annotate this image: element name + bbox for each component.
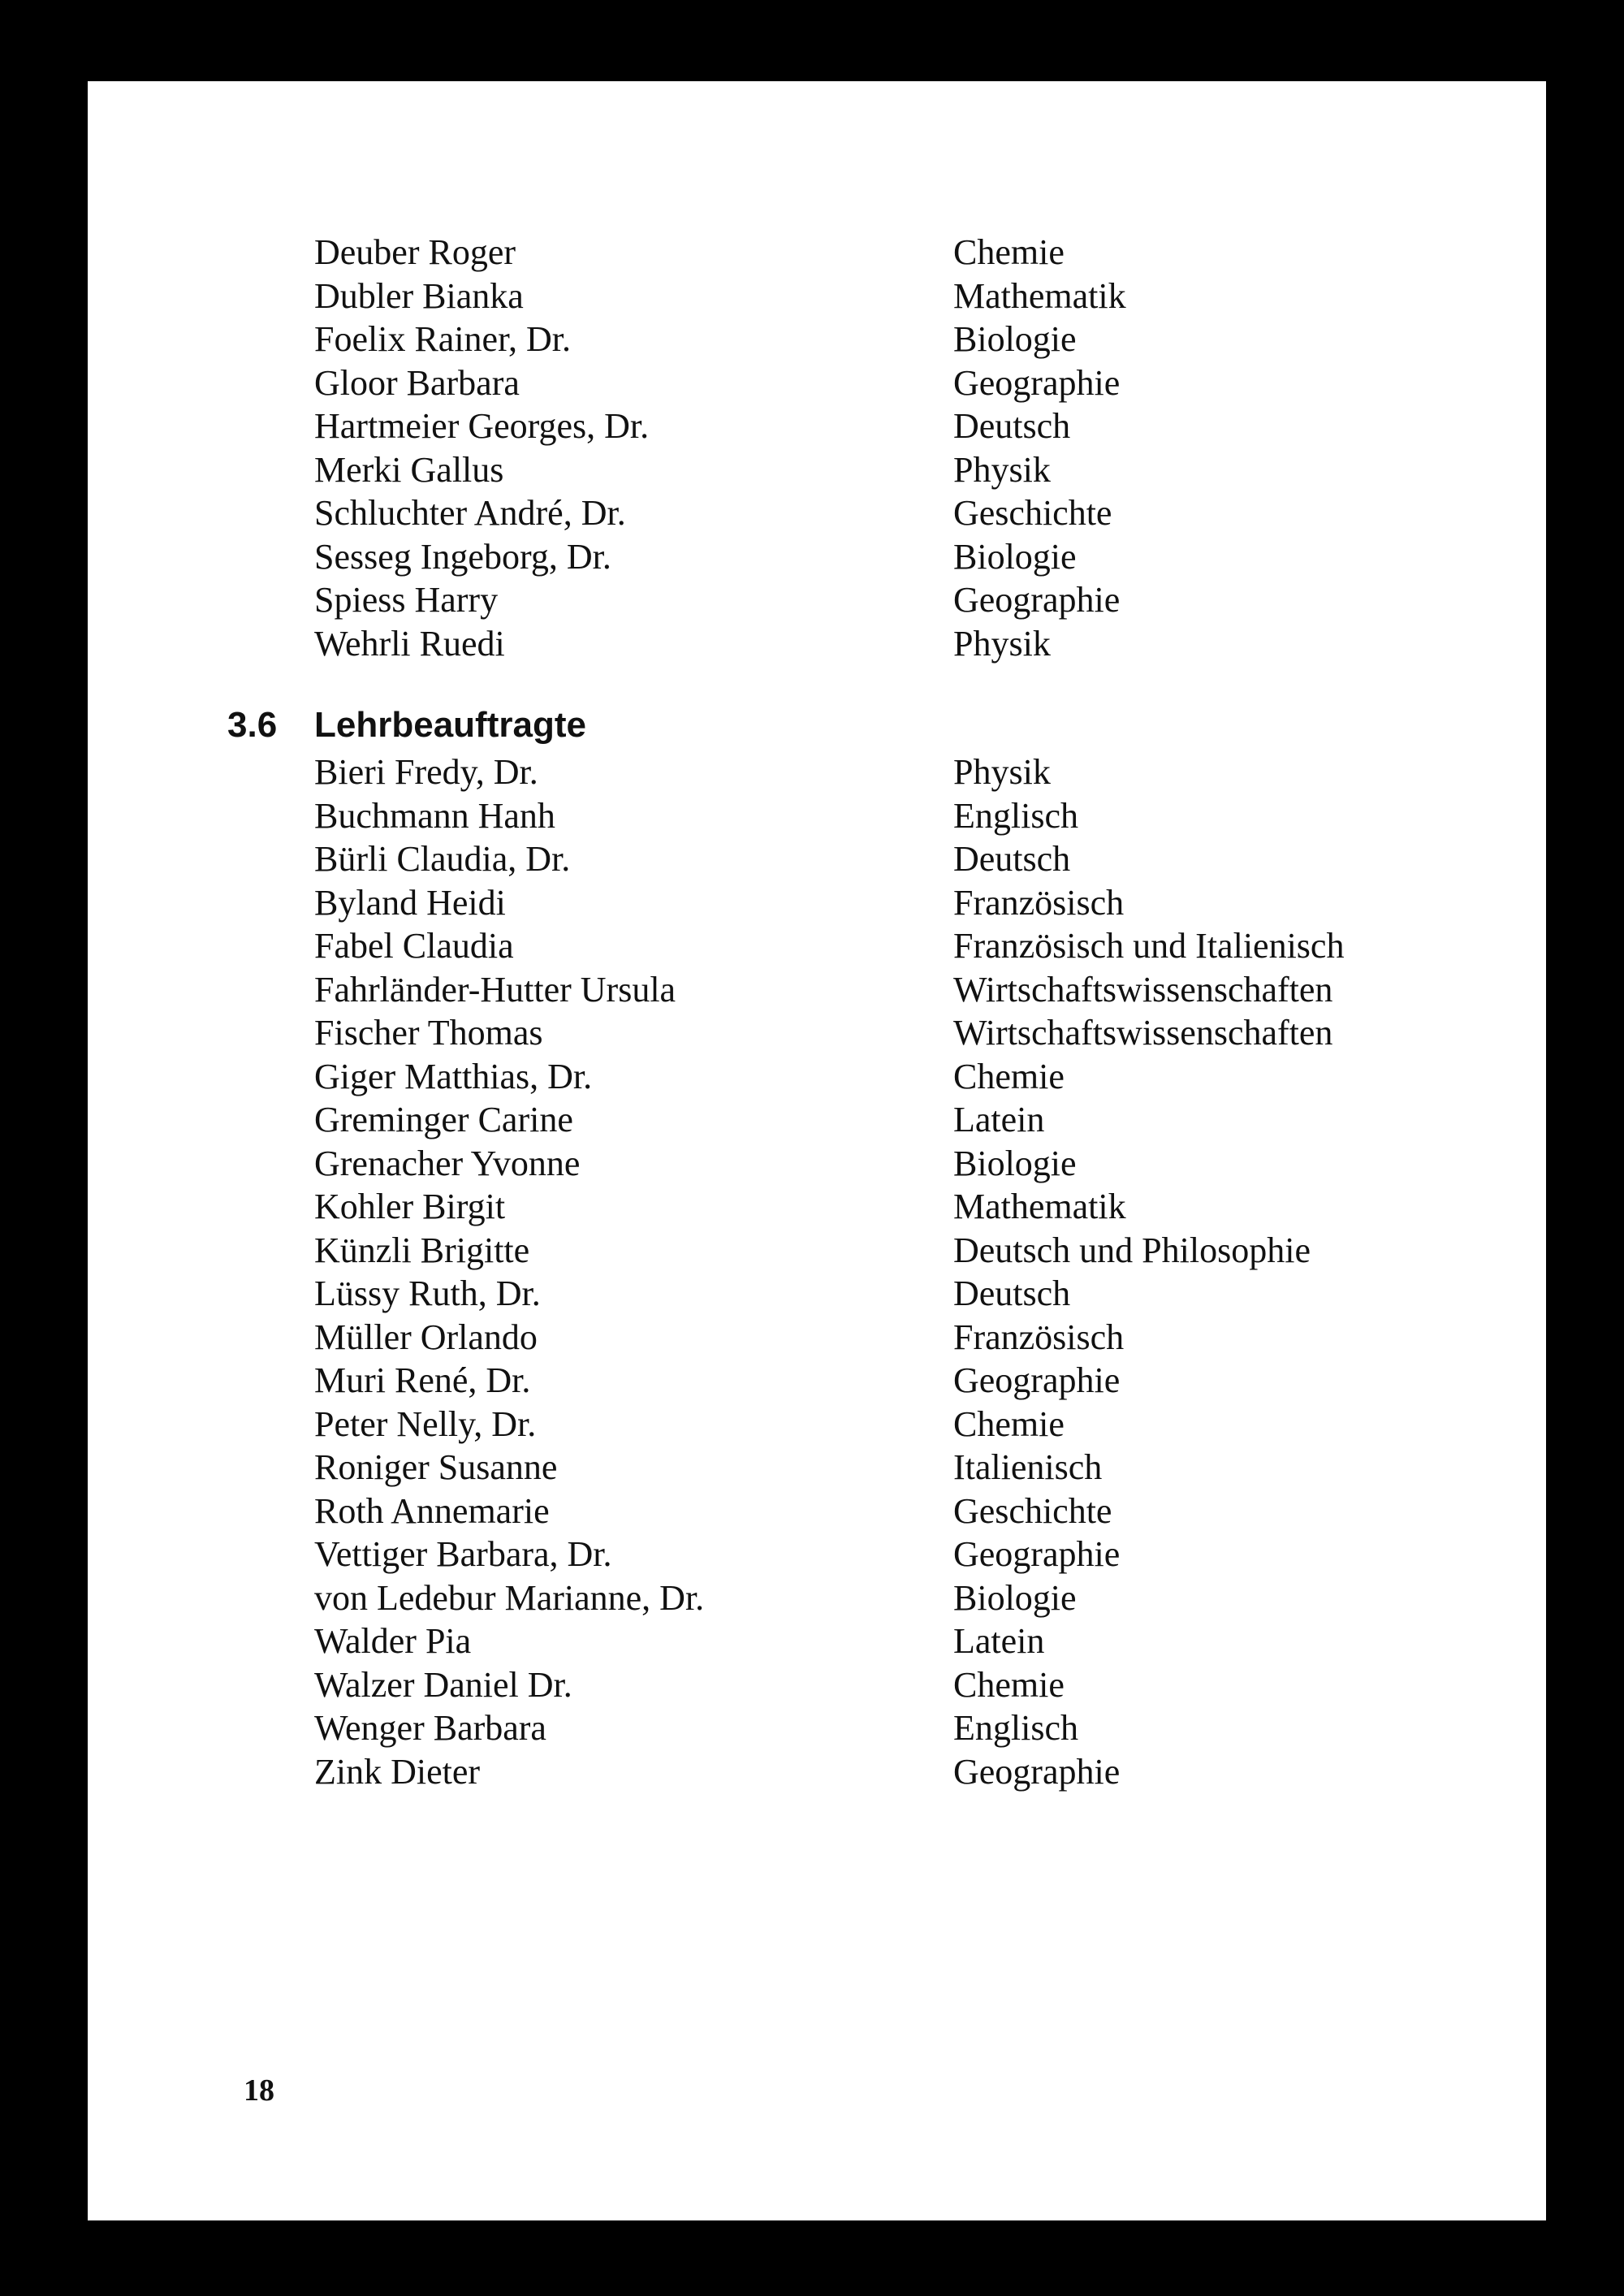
list-item bbox=[88, 968, 1546, 1012]
list-item bbox=[88, 404, 1546, 448]
person-name: Buchmann Hanh bbox=[314, 795, 555, 836]
list-item bbox=[88, 794, 1546, 838]
list-item bbox=[88, 1706, 1546, 1750]
list-item bbox=[88, 1576, 1546, 1620]
list-item bbox=[88, 231, 1546, 275]
section-title: Lehrbeauftragte bbox=[314, 705, 586, 745]
section-number: 3.6 bbox=[227, 705, 278, 745]
list-item bbox=[88, 1490, 1546, 1533]
list-item bbox=[88, 491, 1546, 535]
list-item bbox=[88, 622, 1546, 666]
list-item bbox=[88, 448, 1546, 492]
person-name: Dubler Bianka bbox=[314, 275, 524, 316]
subject: Mathematik bbox=[953, 1187, 1126, 1226]
section-heading bbox=[227, 703, 586, 747]
person-name: Müller Orlando bbox=[314, 1317, 538, 1357]
person-name: Wehrli Ruedi bbox=[314, 623, 505, 664]
subject: Französisch und Italienisch bbox=[953, 926, 1345, 966]
person-name: Greminger Carine bbox=[314, 1100, 573, 1139]
person-name: Bieri Fredy, Dr. bbox=[314, 752, 538, 792]
person-name: Roniger Susanne bbox=[314, 1447, 558, 1487]
list-item bbox=[88, 1359, 1546, 1403]
list-item bbox=[88, 578, 1546, 622]
subject: Geographie bbox=[953, 1534, 1121, 1574]
subject: Englisch bbox=[953, 795, 1078, 836]
subject: Chemie bbox=[953, 1403, 1065, 1444]
person-name: Kohler Birgit bbox=[314, 1187, 506, 1226]
subject: Biologie bbox=[953, 319, 1077, 359]
document-page bbox=[88, 81, 1546, 2220]
subject: Deutsch bbox=[953, 406, 1071, 446]
person-name: Giger Matthias, Dr. bbox=[314, 1056, 593, 1096]
person-name: von Ledebur Marianne, Dr. bbox=[314, 1577, 705, 1618]
subject: Französisch bbox=[953, 1317, 1125, 1357]
person-name: Vettiger Barbara, Dr. bbox=[314, 1534, 612, 1574]
subject: Deutsch und Philosophie bbox=[953, 1230, 1311, 1270]
person-name: Merki Gallus bbox=[314, 449, 504, 490]
subject: Chemie bbox=[953, 1664, 1065, 1705]
list-item bbox=[88, 361, 1546, 405]
page-number: 18 bbox=[244, 2073, 274, 2108]
subject: Physik bbox=[953, 752, 1051, 792]
person-name: Künzli Brigitte bbox=[314, 1230, 530, 1270]
person-name: Gloor Barbara bbox=[314, 362, 520, 403]
staff-list bbox=[88, 231, 1546, 665]
person-name: Muri René, Dr. bbox=[314, 1360, 531, 1400]
list-item bbox=[88, 837, 1546, 881]
list-item bbox=[88, 750, 1546, 794]
list-item bbox=[88, 1750, 1546, 1794]
subject: Deutsch bbox=[953, 1273, 1071, 1313]
list-item bbox=[88, 275, 1546, 318]
subject: Deutsch bbox=[953, 839, 1071, 879]
person-name: Schluchter André, Dr. bbox=[314, 493, 626, 533]
person-name: Fahrländer-Hutter Ursula bbox=[314, 969, 676, 1010]
person-name: Zink Dieter bbox=[314, 1751, 481, 1792]
subject: Geographie bbox=[953, 1751, 1121, 1792]
subject: Physik bbox=[953, 623, 1051, 664]
person-name: Fischer Thomas bbox=[314, 1013, 543, 1053]
person-name: Wenger Barbara bbox=[314, 1708, 546, 1748]
list-item bbox=[88, 1229, 1546, 1273]
subject: Wirtschaftswissenschaften bbox=[953, 969, 1333, 1010]
subject: Chemie bbox=[953, 1056, 1065, 1096]
subject: Italienisch bbox=[953, 1447, 1103, 1487]
list-item bbox=[88, 1316, 1546, 1360]
list-item bbox=[88, 881, 1546, 925]
person-name: Byland Heidi bbox=[314, 882, 506, 923]
subject: Mathematik bbox=[953, 275, 1126, 316]
list-item bbox=[88, 1055, 1546, 1099]
person-name: Roth Annemarie bbox=[314, 1490, 550, 1531]
list-item bbox=[88, 1403, 1546, 1446]
person-name: Fabel Claudia bbox=[314, 926, 514, 966]
list-item bbox=[88, 1011, 1546, 1055]
list-item bbox=[88, 1272, 1546, 1316]
person-name: Walzer Daniel Dr. bbox=[314, 1664, 572, 1705]
subject: Biologie bbox=[953, 536, 1077, 577]
subject: Geschichte bbox=[953, 493, 1112, 533]
person-name: Spiess Harry bbox=[314, 580, 499, 620]
person-name: Grenacher Yvonne bbox=[314, 1143, 581, 1183]
list-item bbox=[88, 1619, 1546, 1663]
subject: Latein bbox=[953, 1100, 1045, 1139]
subject: Chemie bbox=[953, 232, 1065, 272]
subject: Französisch bbox=[953, 882, 1125, 923]
person-name: Sesseg Ingeborg, Dr. bbox=[314, 536, 611, 577]
list-item bbox=[88, 1663, 1546, 1707]
subject: Latein bbox=[953, 1621, 1045, 1661]
person-name: Hartmeier Georges, Dr. bbox=[314, 406, 650, 446]
subject: Physik bbox=[953, 449, 1051, 490]
person-name: Peter Nelly, Dr. bbox=[314, 1403, 537, 1444]
subject: Geschichte bbox=[953, 1490, 1112, 1531]
subject: Geographie bbox=[953, 362, 1121, 403]
person-name: Lüssy Ruth, Dr. bbox=[314, 1273, 541, 1313]
list-item bbox=[88, 1446, 1546, 1490]
list-item bbox=[88, 1185, 1546, 1229]
subject: Biologie bbox=[953, 1577, 1077, 1618]
subject: Biologie bbox=[953, 1143, 1077, 1183]
subject: Wirtschaftswissenschaften bbox=[953, 1013, 1333, 1053]
list-item bbox=[88, 924, 1546, 968]
person-name: Walder Pia bbox=[314, 1621, 472, 1661]
person-name: Deuber Roger bbox=[314, 232, 516, 272]
list-item bbox=[88, 1533, 1546, 1576]
list-item bbox=[88, 318, 1546, 361]
subject: Geographie bbox=[953, 580, 1121, 620]
list-item bbox=[88, 1098, 1546, 1142]
subject: Englisch bbox=[953, 1708, 1078, 1748]
lecturer-list bbox=[88, 750, 1546, 1793]
person-name: Bürli Claudia, Dr. bbox=[314, 839, 571, 879]
list-item bbox=[88, 535, 1546, 579]
subject: Geographie bbox=[953, 1360, 1121, 1400]
list-item bbox=[88, 1142, 1546, 1186]
person-name: Foelix Rainer, Dr. bbox=[314, 319, 571, 359]
